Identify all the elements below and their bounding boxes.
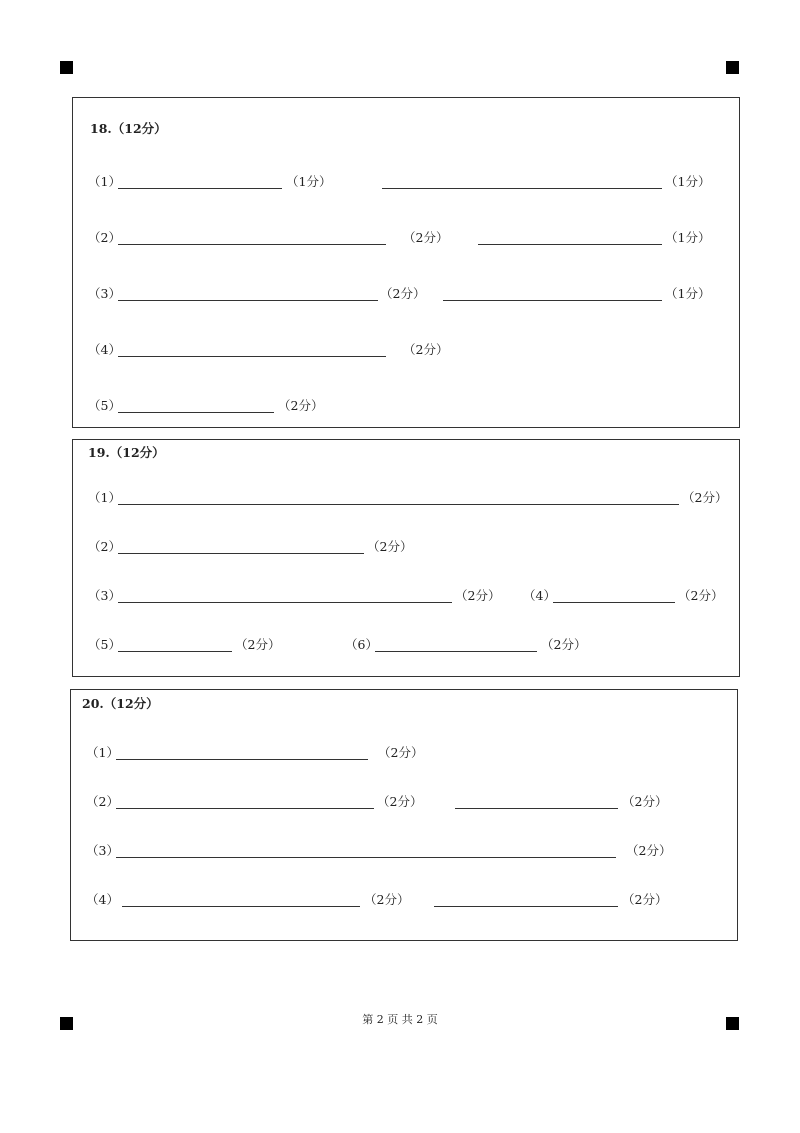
- q19-answer-3a[interactable]: [118, 602, 452, 603]
- q19-item-4-number: （4）: [523, 588, 556, 603]
- q18-answer-3a[interactable]: [118, 300, 378, 301]
- q18-item-1b-score: （1分）: [665, 174, 711, 189]
- question-20-title: 20.（12分）: [82, 696, 159, 711]
- q20-item-4b-score: （2分）: [622, 892, 668, 907]
- q20-item-2a-score: （2分）: [377, 794, 423, 809]
- q18-item-3b-score: （1分）: [665, 286, 711, 301]
- q20-item-4a-score: （2分）: [364, 892, 410, 907]
- q19-answer-4a[interactable]: [553, 602, 675, 603]
- q19-item-1a-score: （2分）: [682, 490, 728, 505]
- q18-answer-2a[interactable]: [118, 244, 386, 245]
- registration-mark-top-right: [726, 61, 739, 74]
- q20-answer-2a[interactable]: [116, 808, 374, 809]
- q19-answer-6a[interactable]: [375, 651, 537, 652]
- q18-item-1a-score: （1分）: [286, 174, 332, 189]
- registration-mark-top-left: [60, 61, 73, 74]
- q19-answer-2a[interactable]: [118, 553, 364, 554]
- q20-answer-4a[interactable]: [122, 906, 360, 907]
- q18-item-2b-score: （1分）: [665, 230, 711, 245]
- q19-item-3a-score: （2分）: [455, 588, 501, 603]
- q20-item-2b-score: （2分）: [622, 794, 668, 809]
- q20-item-1a-score: （2分）: [378, 745, 424, 760]
- q20-item-3-number: （3）: [86, 843, 119, 858]
- q18-item-1-number: （1）: [88, 174, 121, 189]
- q18-answer-1a[interactable]: [118, 188, 282, 189]
- q18-answer-1b[interactable]: [382, 188, 662, 189]
- q18-answer-3b[interactable]: [443, 300, 662, 301]
- q20-answer-1a[interactable]: [116, 759, 368, 760]
- q18-item-3-number: （3）: [88, 286, 121, 301]
- question-19-title: 19.（12分）: [88, 445, 165, 460]
- q19-item-6a-score: （2分）: [541, 637, 587, 652]
- q20-item-2-number: （2）: [86, 794, 119, 809]
- q19-item-2-number: （2）: [88, 539, 121, 554]
- q18-item-4a-score: （2分）: [403, 342, 449, 357]
- q18-answer-2b[interactable]: [478, 244, 662, 245]
- q18-item-2-number: （2）: [88, 230, 121, 245]
- q18-item-2a-score: （2分）: [403, 230, 449, 245]
- q19-item-5a-score: （2分）: [235, 637, 281, 652]
- q19-item-5-number: （5）: [88, 637, 121, 652]
- q19-item-6-number: （6）: [345, 637, 378, 652]
- q19-item-1-number: （1）: [88, 490, 121, 505]
- q18-answer-4a[interactable]: [118, 356, 386, 357]
- q19-answer-1a[interactable]: [118, 504, 679, 505]
- q18-item-3a-score: （2分）: [380, 286, 426, 301]
- q18-item-5a-score: （2分）: [278, 398, 324, 413]
- q19-item-4a-score: （2分）: [678, 588, 724, 603]
- q20-item-3a-score: （2分）: [626, 843, 672, 858]
- q20-answer-4b[interactable]: [434, 906, 618, 907]
- q18-item-4-number: （4）: [88, 342, 121, 357]
- question-18-box: [72, 97, 740, 428]
- q19-item-2a-score: （2分）: [367, 539, 413, 554]
- question-18-title: 18.（12分）: [90, 121, 167, 136]
- q20-answer-2b[interactable]: [455, 808, 618, 809]
- question-19-box: [72, 439, 740, 677]
- q20-item-4-number: （4）: [86, 892, 119, 907]
- q20-item-1-number: （1）: [86, 745, 119, 760]
- q20-answer-3a[interactable]: [116, 857, 616, 858]
- q18-item-5-number: （5）: [88, 398, 121, 413]
- page-number: 第 2 页 共 2 页: [362, 1013, 438, 1026]
- q18-answer-5a[interactable]: [118, 412, 274, 413]
- q19-item-3-number: （3）: [88, 588, 121, 603]
- q19-answer-5a[interactable]: [118, 651, 232, 652]
